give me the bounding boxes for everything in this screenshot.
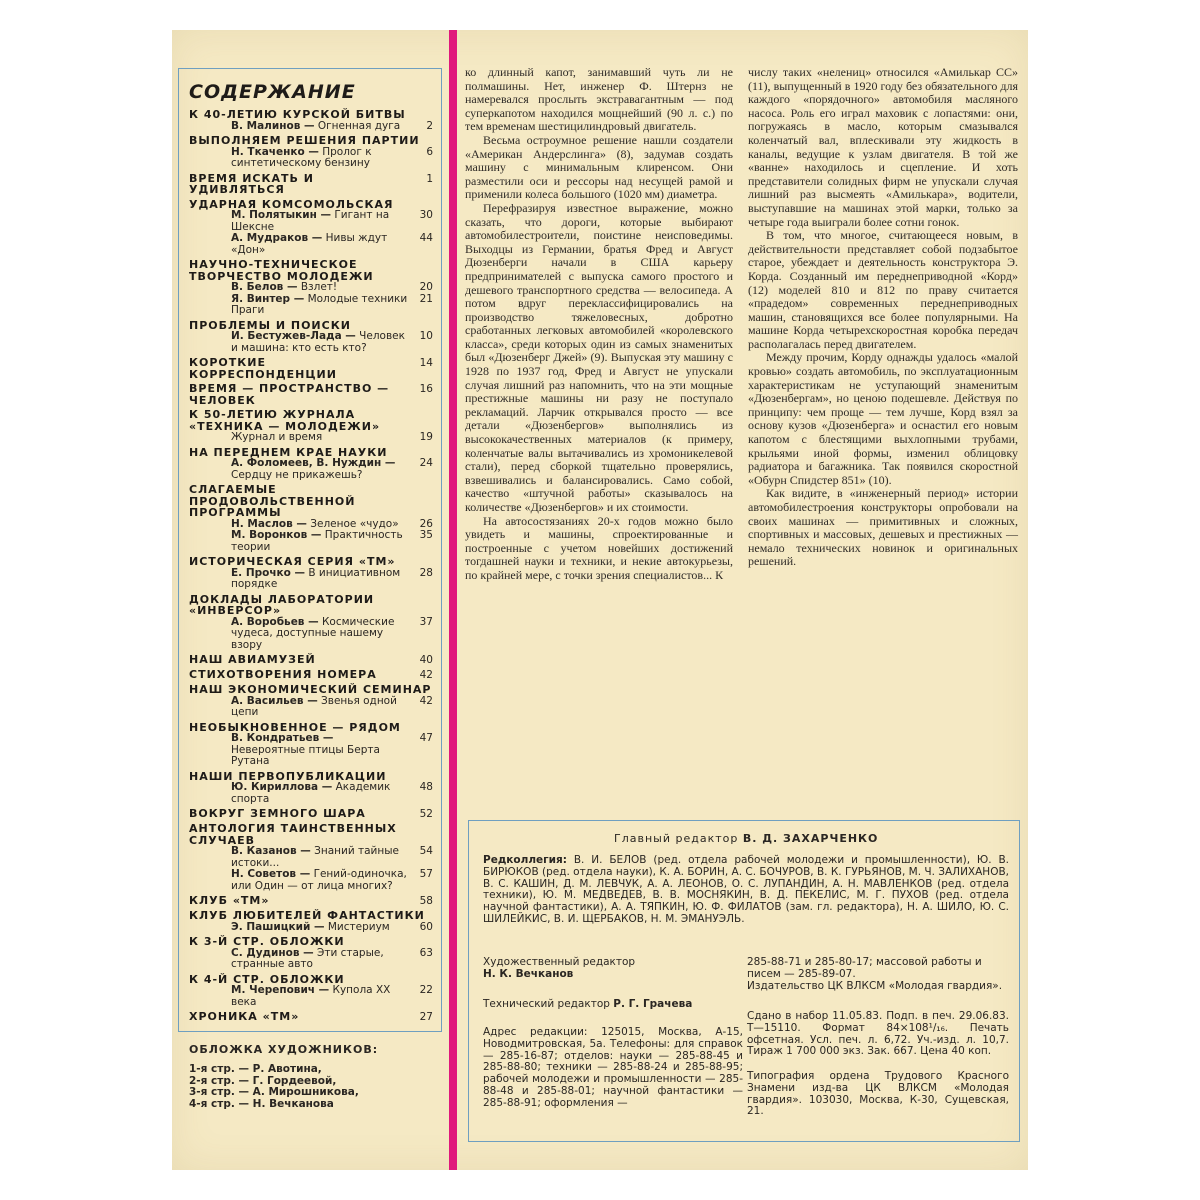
cover-artist-line: 3-я стр. — А. Мирошникова, — [189, 1086, 359, 1098]
publisher-text: Издательство ЦК ВЛКСМ «Молодая гвардия». — [747, 979, 1003, 992]
toc-entry-author: Н. Советов — — [231, 868, 311, 880]
toc-entry-title: Молодые техники Праги — [231, 292, 408, 316]
toc-entry — [189, 210, 433, 233]
toc-section-title: К 40-ЛЕТИЮ КУРСКОЙ БИТВЫ — [189, 108, 406, 121]
chief-editor-label: Главный редактор — [614, 832, 739, 845]
toc-section-title: ХРОНИКА «ТМ» — [189, 1010, 300, 1023]
toc-entry — [189, 948, 433, 971]
toc-page-number: 30 — [419, 209, 433, 221]
toc-page-number: 16 — [419, 383, 433, 395]
toc-entry-author: В. Кондратьев — — [231, 732, 334, 744]
toc-entry-author: М. Воронков — — [231, 529, 322, 541]
toc-page-number: 47 — [419, 732, 433, 744]
toc-section — [189, 654, 433, 666]
toc-entry-text — [189, 294, 409, 317]
toc-entry-text — [189, 948, 409, 971]
editorial-board-members: В. И. БЕЛОВ (ред. отдела рабочей молодежи и промышленности), Ю. В. БИРЮКОВ (ред. отдела науки), К. А. БОРИН, А. С. БОЧУРОВ, В. К. ГУРЬЯНОВ, М. Ч. ЗАЛИХАНОВ, В. С. КАШИН, Д. М. ЛЕВЧУК, А. А. ЛЕОНОВ, О. С. ЛУПАНДИН, А. Н. МАВЛЕНКОВ (ред. отдела техники), Ю. М. МЕДВЕДЕВ, В. В. МОСНЯКИН, В. Д. ПЕКЕЛИС, М. Г. ПУХОВ (ред. отдела научной фантастики), А. А. ТЯПКИН, Ю. Ф. ФИЛАТОВ (зам. гл. редактора), Н. А. ШИЛО, Ю. С. ШИЛЕЙКИС, В. И. ЩЕРБАКОВ, Н. М. ЭМАНУЭЛЬ. — [483, 854, 1010, 925]
toc-page-number: 40 — [419, 654, 433, 666]
toc-entry-text — [189, 782, 409, 805]
toc-entry — [189, 331, 433, 354]
toc-section-title: ВОКРУГ ЗЕМНОГО ШАРА — [189, 807, 366, 820]
cover-artist-line: 2-я стр. — Г. Гордеевой, — [189, 1074, 337, 1087]
editorial-board-label: Редколлегия: — [483, 854, 567, 866]
editorial-phones — [747, 957, 1009, 992]
toc-entry-title: Гигант на Шексне — [231, 209, 390, 233]
toc-section-title: КЛУБ «ТМ» — [189, 894, 270, 907]
toc-entry-title: Практичность теории — [231, 529, 403, 553]
toc-section-title: КОРОТКИЕ КОРРЕСПОНДЕНЦИИ — [189, 356, 337, 381]
cover-artist-line: 1-я стр. — Р. Авотина, — [189, 1063, 322, 1075]
toc-section-title: ДОКЛАДЫ ЛАБОРАТОРИИ «ИНВЕРСОР» — [189, 592, 375, 617]
toc-entry-author: Я. Винтер — — [231, 292, 305, 305]
toc-entry-title: В инициативном порядке — [231, 566, 401, 590]
toc-entry-text — [189, 846, 409, 869]
toc-section — [189, 823, 433, 846]
toc-page-number: 28 — [419, 566, 433, 579]
toc-section-title: НАШИ ПЕРВОПУБЛИКАЦИИ — [189, 769, 387, 783]
toc-section — [189, 895, 433, 907]
toc-page-number: 20 — [419, 281, 433, 293]
toc-entry-text — [189, 617, 409, 652]
toc-entry-title: Зеленое «чудо» — [310, 517, 399, 530]
toc-page-number: 27 — [419, 1011, 433, 1023]
toc-page-number: 10 — [419, 330, 433, 342]
toc-entry-title: Невероятные птицы Берта Рутана — [231, 743, 380, 767]
toc-section-title: СЛАГАЕМЫЕ ПРОДОВОЛЬСТВЕННОЙ ПРОГРАММЫ — [189, 483, 356, 519]
art-editor-label: Художественный редактор — [483, 956, 636, 968]
toc-section — [189, 259, 433, 282]
print-info: Сдано в набор 11.05.83. Подп. в печ. 29.06.83. Т—15110. Формат 84×108¹/₁₆. Печать офсетная. Усл. печ. л. 6,72. Уч.-изд. л. 10,7. Тираж 1 700 000 экз. Зак. 667. Цена 40 коп. — [747, 1010, 1009, 1058]
toc-page-number: 42 — [419, 694, 433, 707]
toc-page-number: 2 — [426, 119, 433, 132]
toc-page-number: 42 — [419, 669, 433, 681]
toc-section-title: ПРОБЛЕМЫ И ПОИСКИ — [189, 318, 351, 332]
toc-entry-text — [189, 233, 409, 256]
toc-section — [189, 484, 433, 519]
toc-entry-text — [189, 696, 409, 719]
toc-entry-title: Гений-одиночка, или Один — от лица многих? — [231, 868, 407, 892]
toc-entry-title: Знаний тайные истоки... — [231, 845, 399, 869]
toc-entry — [189, 458, 433, 481]
toc-section-title: СТИХОТВОРЕНИЯ НОМЕРА — [189, 668, 377, 681]
cover-artists-title: ОБЛОЖКА ХУДОЖНИКОВ: — [189, 1043, 379, 1056]
toc-section — [189, 357, 433, 380]
toc-entry-author: А. Мудраков — — [231, 232, 323, 244]
toc-entry-author: И. Бестужев-Лада — — [231, 330, 356, 342]
toc-page-number: 19 — [419, 431, 433, 443]
toc-page-number: 54 — [419, 845, 433, 857]
typography-info: Типография ордена Трудового Красного Знамени изд-ва ЦК ВЛКСМ «Молодая гвардия». 103030, Москва, К-30, Сущевская, 21. — [747, 1070, 1009, 1118]
toc-page-number: 35 — [419, 529, 433, 541]
toc-entry-title: Мистериум — [327, 920, 390, 933]
toc-section-title: НАУЧНО-ТЕХНИЧЕСКОЕ ТВОРЧЕСТВО МОЛОДЕЖИ — [189, 258, 374, 283]
toc-entry-title: Человек и машина: кто есть кто? — [231, 330, 405, 354]
editorial-address: Адрес редакции: 125015, Москва, А-15, Новодмитровская, 5а. Телефоны: для справок — 285-16-87; отделов: науки — 285-88-45 и 285-88-80; техники — 285-88-24 и 285-88-95; рабочей молодежи и промышленности — 285-88-48 и 285-88-01; научной фантастики — 285-88-91; оформления — — [483, 1026, 743, 1109]
toc-entry-author: Е. Прочко — — [231, 566, 306, 579]
toc-page-number: 1 — [426, 172, 433, 185]
toc-page-number: 48 — [419, 781, 433, 793]
article-paragraph: Перефразируя известное выражение, можно сказать, что дороги, которые выбирают автомобилестроители, поистине неисповедимы. Выходцы из Германии, братья Фред и Август Дюзенберги начали в США карьеру предпринимателей с выпуска самого простого и дешевого транспортного средства — велосипеда. А потом вдруг переклассифицировались на производство тяжеловесных, добротно сработанных легковых автомобилей «королевского класса», среди которых один из самых знаменитых был «Дюзенберг Джей» (9). Выпуская эту машину с 1928 по 1937 год, Фред и Август не упускали случая лишний раз напомнить, что на эти мощные престижные машины ни разу не поступало рекламаций. Ларчик открывался просто — все детали «Дюзенбергов» выполнялись из высококачественных материалов (к примеру, коленчатые валы вытачивались из хромоникелевой стали), перед сборкой тщательно проверялись, взвешивались и балансировались. Само собой, качество «штучной работы» сказывалось на количестве «Дюзенбергов» и их стоимости. — [465, 200, 733, 514]
art-editor — [483, 957, 733, 981]
toc-page-number: 26 — [419, 517, 433, 530]
toc-entry-author: А. Фоломеев, В. Нуждин — — [231, 457, 396, 469]
toc-section-title: НАШ АВИАМУЗЕЙ — [189, 653, 316, 666]
toc-entry-title: Космические чудеса, доступные нашему взору — [231, 615, 395, 651]
toc-entry — [189, 147, 433, 170]
toc-page-number: 57 — [419, 868, 433, 880]
toc-section — [189, 173, 433, 196]
toc-section-title: К 3-Й СТР. ОБЛОЖКИ — [189, 935, 345, 948]
toc-page-number: 24 — [419, 457, 433, 469]
toc-section-title: НА ПЕРЕДНЕМ КРАЕ НАУКИ — [189, 445, 388, 459]
toc-entry-text — [189, 530, 409, 553]
toc-entry — [189, 922, 433, 934]
toc-entry — [189, 294, 433, 317]
toc-entry-text — [189, 458, 409, 481]
toc-entry-author: Н. Ткаченко — — [231, 145, 319, 158]
toc-section-title: ВЫПОЛНЯЕМ РЕШЕНИЯ ПАРТИИ — [189, 134, 420, 147]
toc-entry — [189, 869, 433, 892]
article-paragraph: Между прочим, Корду однажды удалось «малой кровью» создать автомобиль, по эксплуатационным характеристикам не уступающий знаменитым «Дюзенбергам», но ценою подешевле. Действуя по принципу: чем проще — тем лучше, Корд взял за основу кузов «Дюзенберга» и оснастил его новым капотом с блестящими выхлопными трубами, крыльями иной формы, изменил облицовку радиатора и багажника. Так появился скоростной «Обурн Спидстер 851» (10). — [748, 350, 1018, 487]
toc-page-number: 37 — [419, 615, 433, 628]
toc-entry-text — [189, 432, 409, 444]
article-paragraph: ко длинный капот, занимавший чуть ли не полмашины. Нет, инженер Ф. Штернз не намеревался прослыть экстравагантным — под суперкапотом находился мощнейший (90 л. с.) по тем временам шестицилиндровый двигатель. — [465, 65, 733, 134]
tech-editor-name: Р. Г. Грачева — [613, 998, 693, 1010]
toc-section-title: КЛУБ ЛЮБИТЕЛЕЙ ФАНТАСТИКИ — [189, 909, 425, 922]
toc-entry-text — [189, 985, 409, 1008]
toc-page-number: 60 — [419, 920, 433, 933]
toc-page-number: 52 — [419, 808, 433, 820]
toc-entry — [189, 568, 433, 591]
editorial-box — [468, 820, 1020, 1142]
toc-entry-author: А. Воробьев — — [231, 615, 319, 628]
toc-page-number: 6 — [426, 145, 433, 158]
toc-section — [189, 1011, 433, 1023]
magenta-divider-line — [449, 30, 457, 1170]
toc-entry-title: Пролог к синтетическому бензину — [231, 145, 372, 169]
toc-entry-author: М. Полятыкин — — [231, 209, 332, 221]
toc-entry-title: Огненная дуга — [317, 119, 401, 132]
toc-section — [189, 669, 433, 681]
article-column-1 — [465, 66, 733, 583]
contents-title: СОДЕРЖАНИЕ — [189, 81, 356, 103]
toc-entry-title: Звенья одной цепи — [231, 694, 397, 718]
toc-entry-author: С. Дудинов — — [231, 946, 314, 959]
toc-entry-author: В. Малинов — — [231, 119, 315, 132]
toc-section-title: К 50-ЛЕТИЮ ЖУРНАЛА «ТЕХНИКА — МОЛОДЕЖИ» — [189, 408, 381, 433]
toc-page-number: 22 — [419, 984, 433, 996]
toc-page-number: 14 — [419, 357, 433, 369]
contents-list — [189, 77, 433, 1110]
toc-section — [189, 808, 433, 820]
toc-entry-text — [189, 733, 409, 768]
toc-entry-author: М. Черепович — — [231, 984, 330, 996]
toc-page-number: 58 — [419, 895, 433, 907]
toc-entry — [189, 432, 433, 444]
toc-page-number: 21 — [419, 292, 433, 305]
toc-entry-author: А. Васильев — — [231, 694, 318, 707]
toc-entry — [189, 985, 433, 1008]
toc-entry — [189, 733, 433, 768]
toc-section-title: НАШ ЭКОНОМИЧЕСКИЙ СЕМИНАР — [189, 683, 432, 696]
toc-entry-title: Нивы ждут «Дон» — [231, 232, 388, 256]
toc-section — [189, 409, 433, 432]
editorial-board — [483, 855, 1009, 926]
toc-entry-text — [189, 210, 409, 233]
toc-page-number: 44 — [419, 232, 433, 244]
toc-section — [189, 594, 433, 617]
toc-entry-title: Эти старые, странные авто — [231, 946, 384, 970]
toc-entry — [189, 782, 433, 805]
article-paragraph: Весьма остроумное решение нашли создатели «Американ Андерслинга» (8), задумав создать машину с минимальным клиренсом. Они разместили оси и рессоры над несущей рамой и применили колеса большого (1020 мм) диаметра. — [465, 132, 733, 202]
chief-editor — [614, 833, 878, 845]
article-paragraph: числу таких «нелениц» относился «Амилькар СС» (11), выпущенный в 1920 году без обязательного для каждого «порядочного» автомобиля масляного насоса. Роль его играл маховик с лопастями: они, погружаясь в масло, которым смазывался коленчатый вал, вплескивали эту жидкость в каналы, ведущие к узлам двигателя. В той же «ванне» находилось и сцепление. И хоть представители солидных фирм не упускали случая лишний раз высмеять «Амилькара», водители, выступавшие на машинах этой марки, только за четыре года выиграли более сотни гонок. — [748, 65, 1018, 229]
article-paragraph: На автосостязаниях 20-х годов можно было увидеть и машины, спроектированные и построенные с учетом новейших достижений тогдашней науки и техники, и некие автокурьезы, по крайней мере, с точки зрения специалистов... К — [465, 513, 733, 582]
toc-entry-title: Взлет! — [300, 281, 338, 293]
tech-editor-label: Технический редактор — [483, 998, 610, 1010]
toc-entry — [189, 121, 433, 133]
article-paragraph: Как видите, в «инженерный период» истории автомобилестроения конструкторы опробовали на своих машинах — примитивных и сложных, спортивных и массовых, дешевых и престижных — немало технических новинок и оригинальных решений. — [748, 486, 1018, 569]
toc-entry-author: Э. Пашицкий — — [231, 920, 325, 933]
art-editor-name: Н. К. Вечканов — [483, 967, 574, 980]
article-column-2 — [748, 66, 1018, 569]
toc-entry-text — [189, 869, 409, 892]
toc-entry — [189, 233, 433, 256]
toc-entry-text — [189, 568, 409, 591]
cover-artist-line: 4-я стр. — Н. Вечканова — [189, 1097, 334, 1110]
toc-entry-author: В. Казанов — — [231, 845, 311, 857]
cover-artists — [189, 1043, 433, 1110]
toc-entry — [189, 846, 433, 869]
toc-section-title: УДАРНАЯ КОМСОМОЛЬСКАЯ — [189, 197, 394, 211]
toc-section — [189, 383, 433, 406]
toc-entry-text — [189, 331, 409, 354]
toc-section-title: НЕОБЫКНОВЕННОЕ — РЯДОМ — [189, 720, 401, 734]
toc-entry — [189, 530, 433, 553]
toc-entry-author: В. Белов — — [231, 281, 298, 293]
toc-entry-title: Сердцу не прикажешь? — [231, 468, 363, 481]
chief-editor-name: В. Д. ЗАХАРЧЕНКО — [742, 832, 879, 845]
toc-section-title: К 4-Й СТР. ОБЛОЖКИ — [189, 972, 345, 986]
toc-entry-title: Журнал и время — [231, 431, 323, 443]
toc-entry — [189, 617, 433, 652]
tech-editor — [483, 999, 753, 1011]
toc-entry-text — [189, 922, 409, 934]
toc-entry-title: Академик спорта — [231, 781, 391, 805]
article-paragraph: В том, что многое, считающееся новым, в действительности представляет собой подзабытое старое, убеждает и деятельность конструктора Э. Корда. Созданный им переднеприводной «Корд» (12) моделей 810 и 812 по праву считается «прадедом» современных переднеприводных машин, становящихся все более популярными. На машине Корда четырехскоростная коробка передач располагалась перед двигателем. — [748, 228, 1018, 351]
toc-entry-author: Н. Маслов — — [231, 517, 307, 530]
toc-section-title: ИСТОРИЧЕСКАЯ СЕРИЯ «ТМ» — [189, 555, 396, 568]
toc-section-title: ВРЕМЯ ИСКАТЬ И УДИВЛЯТЬСЯ — [189, 171, 314, 196]
toc-entry-text — [189, 147, 409, 170]
contents-box — [178, 68, 442, 1110]
toc-section-title: АНТОЛОГИЯ ТАИНСТВЕННЫХ СЛУЧАЕВ — [189, 822, 397, 847]
toc-page-number: 63 — [419, 946, 433, 959]
phones-text: 285-88-71 и 285-80-17; массовой работы и писем — 285-89-07. — [747, 956, 982, 980]
toc-section-title: ВРЕМЯ — ПРОСТРАНСТВО — ЧЕЛОВЕК — [189, 382, 390, 407]
toc-entry — [189, 696, 433, 719]
toc-entry-author: Ю. Кириллова — — [231, 781, 333, 793]
toc-entry-title: Купола XX века — [231, 984, 391, 1008]
toc-entry-text — [189, 121, 409, 133]
